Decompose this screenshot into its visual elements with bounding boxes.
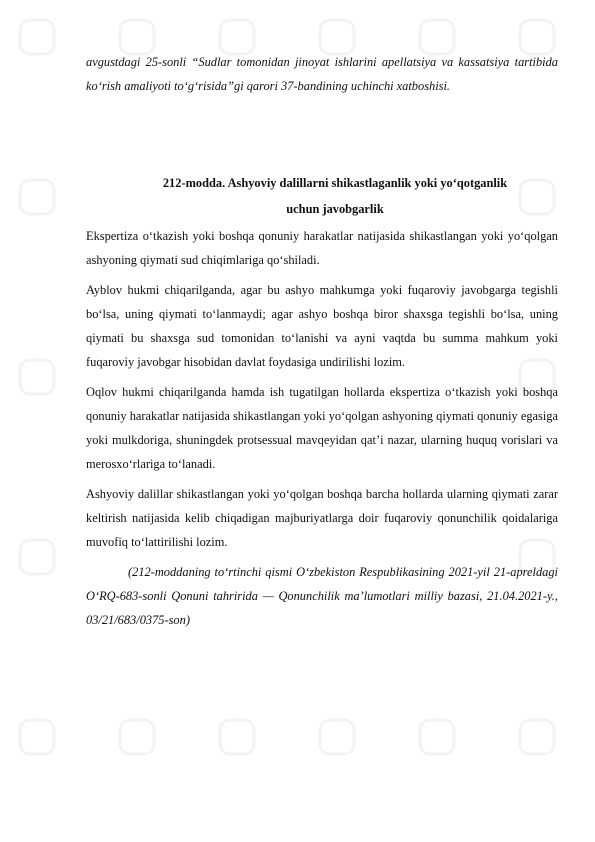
paragraph-2: Ayblov hukmi chiqarilganda, agar bu ashyo mahkumga yoki fuqaroviy javobgarga tegishli bo‘lsa, uning qiymati to‘lanmaydi; agar ashyo boshqa biror shaxsga tegishli bo‘lsa, uning qiymati bu shaxsga sud tomonidan to‘lanishi va ayni vaqtda bu summa mahkum yoki fuqaroviy javobgar hisobidan davlat foydasiga undirilishi lozim. bbox=[86, 283, 558, 369]
document-body bbox=[86, 50, 558, 638]
intro-note: avgustdagi 25-sonli “Sudlar tomonidan jinoyat ishlarini apellatsiya va kassatsiya tartibida ko‘rish amaliyoti to‘g‘risida”gi qarori 37-bandining uchinchi xatboshisi. bbox=[86, 55, 558, 93]
paragraph-1: Ekspertiza o‘tkazish yoki boshqa qonuniy harakatlar natijasida shikastlangan yoki yo‘qolgan ashyoning qiymati sud chiqimlariga qo‘shiladi. bbox=[86, 229, 558, 267]
paragraph-4: Ashyoviy dalillar shikastlangan yoki yo‘qolgan boshqa barcha hollarda ularning qiymati zarar keltirish natijasida kelib chiqadigan majburiyatlarga doir fuqaroviy qonunchilik qoidalariga muvofiq to‘lattirilishi lozim. bbox=[86, 487, 558, 549]
article-heading bbox=[86, 170, 558, 222]
article-title-line2: uchun javobgarlik bbox=[286, 202, 384, 216]
paragraph-3: Oqlov hukmi chiqarilganda hamda ish tugatilgan hollarda ekspertiza o‘tkazish yoki boshqa qonuniy harakatlar natijasida shikastlangan yoki yo‘qolgan ashyoning qiymati qonuniy egasiga yoki mulkdoriga, shuningdek protsessual mavqeyidan qat’i nazar, ularning huquq vorislari va merosxo‘rlariga to‘lanadi. bbox=[86, 385, 558, 471]
amendment-note: (212-moddaning to‘rtinchi qismi O‘zbekiston Respublikasining 2021-yil 21-apreldagi O‘RQ-683-sonli Qonuni tahririda — Qonunchilik ma’lumotlari milliy bazasi, 21.04.2021-y., 03/21/683/0375-son) bbox=[86, 565, 558, 627]
article-title-line1: 212-modda. Ashyoviy dalillarni shikastlaganlik yoki yo‘qotganlik bbox=[162, 176, 508, 190]
